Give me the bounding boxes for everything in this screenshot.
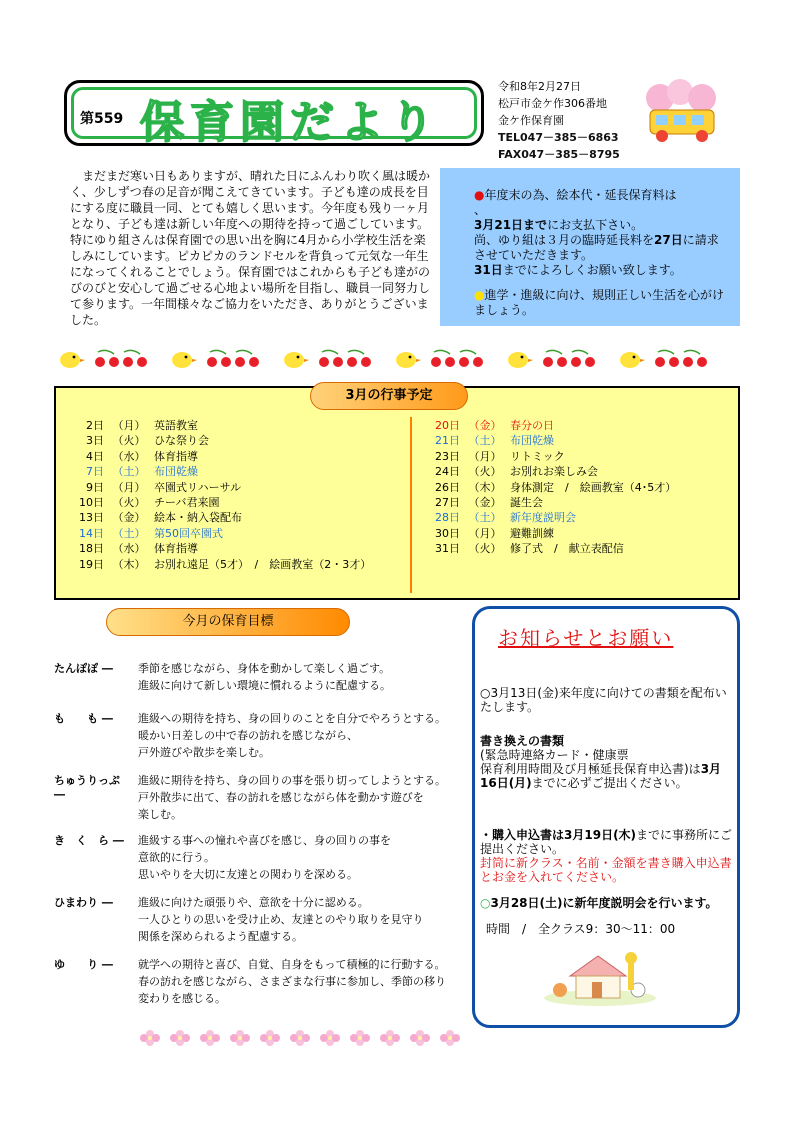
goal-item (54, 956, 464, 1016)
goal-class: も も ― (54, 712, 113, 725)
event-row: 23日 （月） リトミック (435, 449, 565, 463)
notice-purchase: ・購入申込書は3月19日(木)までに事務所にご提出ください。 封筒に新クラス・名前・金額を書き購入申込書とお金を入れてください。 (480, 828, 733, 884)
goal-item (54, 660, 464, 710)
events-divider (410, 417, 412, 593)
address: 松戸市金ケ作306番地 (498, 97, 607, 110)
goal-text: 進級する事への憧れや喜びを感じ、身の回りの事を 意欲的に行う。 思いやりを大切に友達との関わりを深める。 (138, 834, 391, 881)
goal-class: たんぽぽ ― (54, 662, 113, 675)
house-illustration (540, 950, 660, 1006)
event-row: 24日 （火） お別れお楽しみ会 (435, 465, 598, 479)
events-title: 3月の行事予定 (310, 382, 468, 410)
issue-number: 第559 (80, 111, 124, 127)
goal-text: 季節を感じながら、身体を動かして楽しく過ごす。 進級に向けて新しい環境に慣れるように配慮する。 (138, 662, 391, 692)
yellow-bullet-icon: ● (474, 288, 485, 302)
event-row: 4日 （水） 体育指導 (86, 449, 198, 463)
intro-paragraph: まだまだ寒い日もありますが、晴れた日にふんわり吹く風は暖かく、少しずつ春の足音が聞こえてきています。子ども達の成長を目にする度に職員一同、とても嬉しく思います。今年度も残り一ヶ月となり、子ども達は新しい年度への期待を持って過ごしています。特にゆり組さんは保育園での思い出を胸に4月から小学校生活を楽しみにしています。ピカピカのランドセルを背負って元気な一年生になってくれることでしょう。保育園ではこれからも子ども達がのびのびと安心して過ごせる心地よい場所を目指し、職員一同努力して参ります。一年間様々なご協力をいただき、ありがとうございました。 (70, 169, 431, 327)
event-row: 9日 （月） 卒園式リハーサル (86, 480, 242, 494)
goal-class: ちゅうりっぷ ― (54, 774, 120, 801)
goal-class: き く ら ― (54, 834, 124, 847)
events-right-column (422, 418, 676, 557)
goals-title: 今月の保育目標 (106, 608, 350, 636)
goal-text: 進級に期待を持ち、身の回りの事を張り切ってしようとする。 戸外散歩に出て、春の訪れを感じながら体を動かす遊びを 楽しむ。 (138, 774, 446, 821)
notice-item-routine: ●進学・進級に向け、規則正しい生活を心がけましょう。 (474, 288, 725, 317)
goal-class: ひまわり ― (54, 896, 113, 909)
goal-item (54, 894, 464, 956)
event-row: 10日 （火） チーバ君来園 (79, 496, 220, 510)
event-row: 20日 （金） 春分の日 (435, 419, 554, 432)
notice-rewrite: 書き換えの書類 (緊急時連絡カード・健康票 保育利用時間及び月極延長保育申込書)は3月16日(月)までに必ずご提出ください。 (480, 734, 722, 790)
chick-cherry-border (58, 346, 738, 370)
goal-text: 進級に向けた頑張りや、意欲を十分に認める。 一人ひとりの思いを受け止め、友達とのやり取りを見守り 関係を深められるよう配慮する。 (138, 896, 424, 943)
goal-item (54, 832, 464, 894)
event-row: 19日 （木） お別れ遠足（5才） / 絵画教室（2・3才） (79, 557, 372, 571)
event-row: 2日 （月） 英語教室 (86, 419, 198, 432)
goals-list (54, 660, 464, 1016)
goal-text: 就学への期待と喜び、自覚、自身をもって積極的に行動する。 春の訪れを感じながら、さまざまな行事に参加し、季節の移り 変わりを感じる。 (138, 958, 446, 1005)
event-row: 3日 （火） ひな祭り会 (86, 434, 209, 448)
fax: FAX047－385－8795 (498, 148, 620, 161)
goal-class: ゆ り ― (54, 958, 113, 971)
event-row: 31日 （火） 修了式 / 献立表配信 (435, 542, 624, 556)
notices-body (480, 686, 734, 936)
newsletter-title: 保育園だより (140, 97, 440, 148)
notice-box (440, 168, 740, 326)
event-row: 28日 （土） 新年度説明会 (435, 511, 576, 525)
notice-time: 時間 / 全クラス9：30～11：00 (486, 922, 676, 936)
event-row: 30日 （月） 避難訓練 (435, 526, 554, 540)
event-row: 27日 （金） 誕生会 (435, 496, 543, 510)
event-row: 13日 （金） 絵本・納入袋配布 (79, 511, 242, 525)
school-name: 金ケ作保育園 (498, 114, 564, 127)
event-row: 18日 （水） 体育指導 (79, 542, 198, 556)
events-left-column (66, 418, 371, 572)
event-row: 26日 （木） 身体測定 / 絵画教室（4･5才） (435, 480, 677, 494)
notice-item-fees: ●年度末の為、絵本代・延長保育料は 、 3月21日までにお支払下さい。 尚、ゆり組は３月の臨時延長料を27日に請求させていただきます。 31日までによろしくお願い致します。 (474, 188, 719, 277)
goal-item (54, 710, 464, 772)
notice-documents: ○3月13日(金)来年度に向けての書類を配布いたします。 (480, 686, 727, 714)
event-row: 21日 （土） 布団乾燥 (435, 434, 554, 448)
notices-title: お知らせとお願い (498, 626, 674, 650)
issue-date: 令和8年2月27日 (498, 80, 581, 93)
phone: TEL047－385－6863 (498, 131, 619, 144)
sakura-border (134, 1026, 464, 1050)
toy-bus-illustration (640, 78, 722, 144)
goal-item (54, 772, 464, 832)
notice-briefing: ○3月28日(土)に新年度説明会を行います。 (480, 896, 718, 910)
red-bullet-icon: ● (474, 188, 485, 202)
goal-text: 進級への期待を持ち、身の回りのことを自分でやろうとする。 暖かい日差しの中で春の訪れを感じながら、 戸外遊びや散歩を楽しむ。 (138, 712, 446, 759)
event-row: 14日 （土） 第50回卒園式 (79, 526, 223, 540)
header-info (498, 78, 620, 163)
event-row: 7日 （土） 布団乾燥 (86, 465, 198, 479)
